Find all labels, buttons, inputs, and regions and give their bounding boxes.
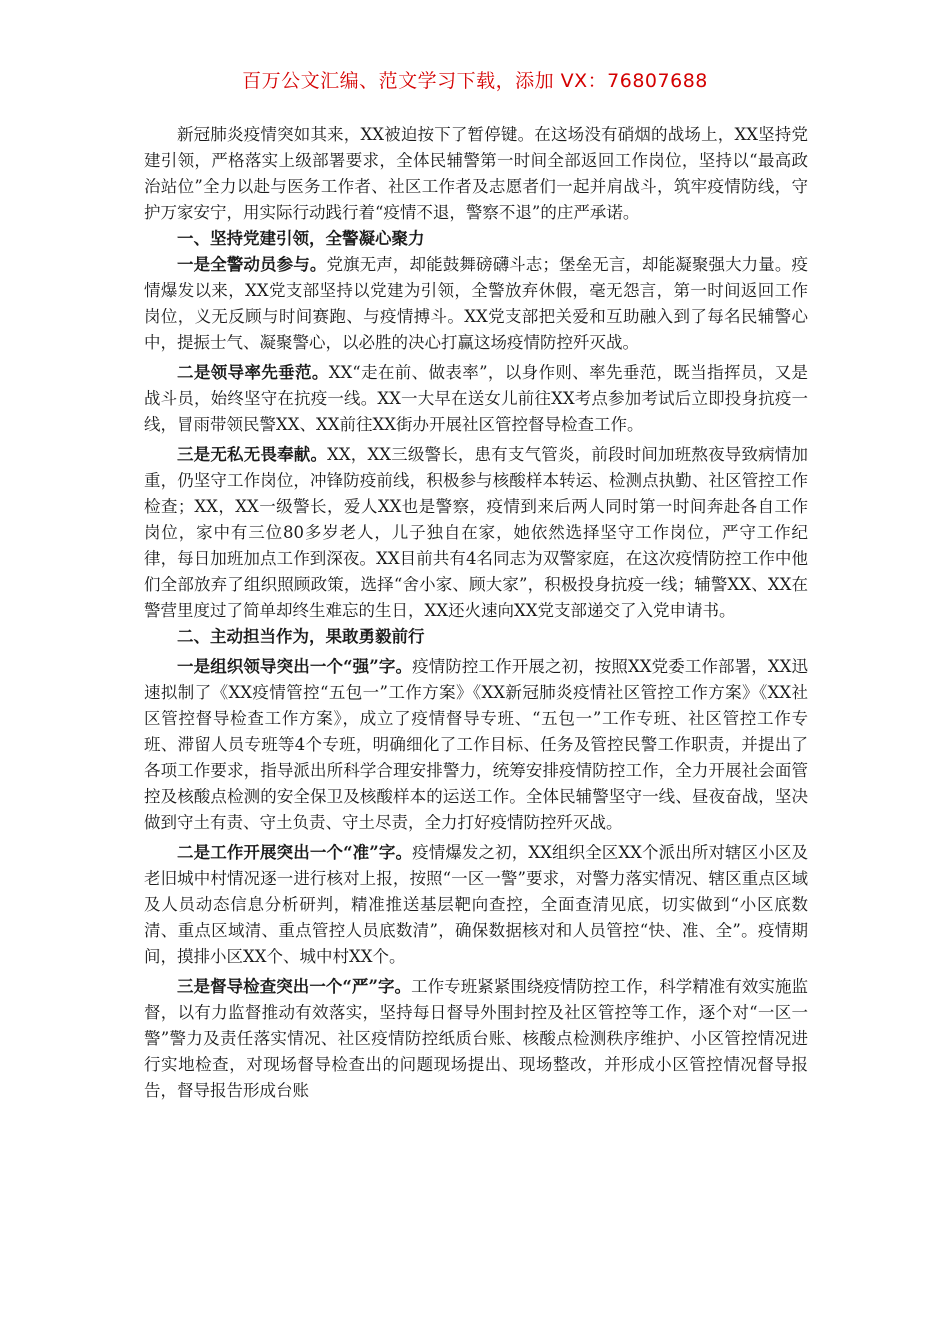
section-2-paragraph-1: [144, 654, 808, 836]
paragraph-lead: 三是督导检查突出一个“严”字。: [177, 977, 412, 996]
intro-paragraph: 新冠肺炎疫情突如其来，XX被迫按下了暂停键。在这场没有硝烟的战场上，XX坚持党建引领，严格落实上级部署要求，全体民辅警第一时间全部返回工作岗位，坚持以“最高政治站位”全力以赴与医务工作者、社区工作者及志愿者们一起并肩战斗，筑牢疫情防线，守护万家安宁，用实际行动践行着“疫情不退，警察不退”的庄严承诺。: [144, 125, 808, 222]
paragraph-lead: 二是领导率先垂范。: [177, 363, 329, 382]
paragraph-lead: 一是组织领导突出一个“强”字。: [177, 657, 413, 676]
section-1-paragraph-3: [144, 442, 808, 624]
paragraph-body: XX，XX三级警长，患有支气管炎，前段时间加班熬夜导致病情加重，仍坚守工作岗位，冲锋防疫前线，积极参与核酸样本转运、检测点执勤、社区管控工作检查；XX，XX一级警长，爱人XX也是警察，疫情到来后两人同时第一时间奔赴各自工作岗位，家中有三位80多岁老人，儿子独自在家，她依然选择坚守工作岗位，严守工作纪律，每日加班加点工作到深夜。XX目前共有4名同志为双警家庭，在这次疫情防控工作中他们全部放弃了组织照顾政策，选择“舍小家、顾大家”，积极投身抗疫一线；辅警XX、XX在警营里度过了简单却终生难忘的生日，XX还火速向XX党支部递交了入党申请书。: [144, 445, 808, 620]
section-1-heading: 一、坚持党建引领，全警凝心聚力: [177, 229, 425, 248]
paragraph-body: 工作专班紧紧围绕疫情防控工作，科学精准有效实施监督，以有力监督推动有效落实，坚持每日督导外围封控及社区管控等工作，逐个对“一区一警”警力及责任落实情况、社区疫情防控纸质台账、核酸点检测秩序维护、小区管控情况进行实地检查，对现场督导检查出的问题现场提出、现场整改，并形成小区管控情况督导报告，督导报告形成台账: [144, 977, 809, 1100]
paragraph-body: XX“走在前、做表率”，以身作则、率先垂范，既当指挥员，又是战斗员，始终坚守在抗疫一线。XX一大早在送女儿前往XX考点参加考试后立即投身抗疫一线，冒雨带领民警XX、XX前往XX街办开展社区管控督导检查工作。: [144, 363, 808, 434]
document-body: [144, 122, 808, 1104]
header-banner: 百万公文汇编、范文学习下载，添加 VX：76807688: [242, 70, 708, 92]
paragraph-lead: 二是工作开展突出一个“准”字。: [177, 843, 413, 862]
paragraph-body: 疫情防控工作开展之初，按照XX党委工作部署，XX迅速拟制了《XX疫情管控“五包一”工作方案》《XX新冠肺炎疫情社区管控工作方案》《XX社区管控督导检查工作方案》，成立了疫情督导专班、“五包一”工作专班、社区管控工作专班、滞留人员专班等4个专班，明确细化了工作目标、任务及管控民警工作职责，并提出了各项工作要求，指导派出所科学合理安排警力，统筹安排疫情防控工作，全力开展社会面管控及核酸点检测的安全保卫及核酸样本的运送工作。全体民辅警坚守一线、昼夜奋战，坚决做到守土有责、守土负责、守土尽责，全力打好疫情防控歼灭战。: [144, 657, 808, 832]
paragraph-body: 党旗无声，却能鼓舞磅礴斗志；堡垒无言，却能凝聚强大力量。疫情爆发以来，XX党支部坚持以党建为引领，全警放弃休假，毫无怨言，第一时间返回工作岗位，义无反顾与时间赛跑、与疫情搏斗。XX党支部把关爱和互助融入到了每名民辅警心中，提振士气、凝聚警心，以必胜的决心打赢这场疫情防控歼灭战。: [144, 255, 809, 352]
section-2-paragraph-3: [144, 974, 808, 1104]
section-1-paragraph-1: [144, 252, 808, 356]
section-2-paragraph-2: [144, 840, 808, 970]
paragraph-lead: 一是全警动员参与。: [177, 255, 327, 274]
paragraph-body: 疫情爆发之初，XX组织全区XX个派出所对辖区小区及老旧城中村情况逐一进行核对上报，按照“一区一警”要求，对警力落实情况、辖区重点区域及人员动态信息分析研判，精准推送基层靶向查控，全面查清见底，切实做到“小区底数清、重点区域清、重点管控人员底数清”，确保数据核对和人员管控“快、准、全”。疫情期间，摸排小区XX个、城中村XX个。: [144, 843, 808, 966]
section-1-paragraph-2: [144, 360, 808, 438]
section-2-heading: 二、主动担当作为，果敢勇毅前行: [177, 627, 425, 646]
paragraph-lead: 三是无私无畏奉献。: [177, 445, 328, 464]
